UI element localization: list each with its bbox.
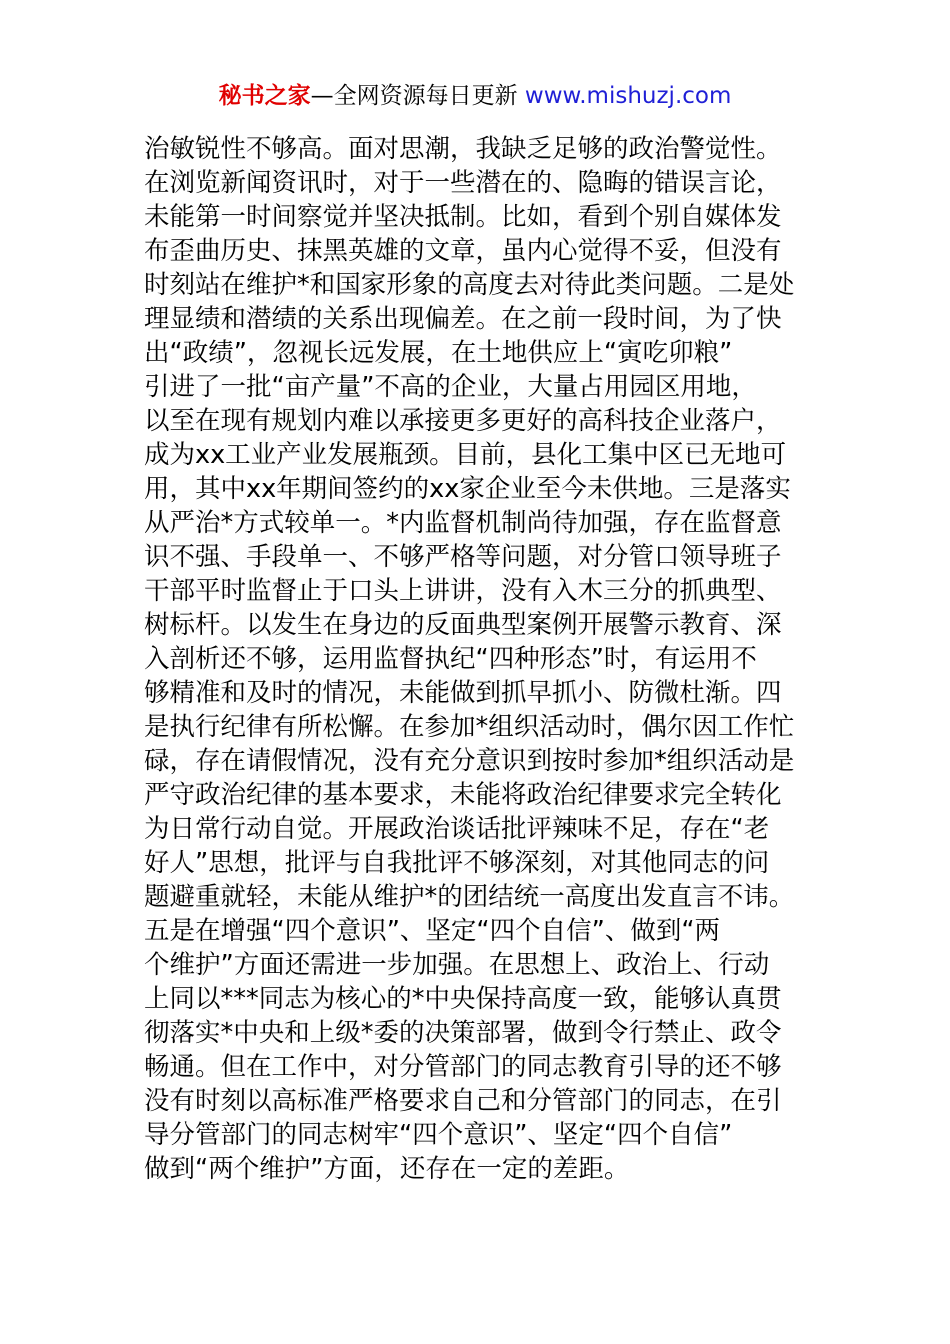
text-line: 够精准和及时的情况，未能做到抓早抓小、防微杜渐。四	[144, 678, 782, 708]
text-line: 时刻站在维护*和国家形象的高度去对待此类问题。二是处	[144, 270, 795, 300]
text-line: 做到“两个维护”方面，还存在一定的差距。	[144, 1154, 630, 1184]
text-line: 个维护”方面还需进一步加强。在思想上、政治上、行动	[144, 950, 770, 980]
text-line: 从严治*方式较单一。*内监督机制尚待加强，存在监督意	[144, 508, 782, 538]
text-line: 识不强、手段单一、不够严格等问题，对分管口领导班子	[144, 542, 782, 572]
site-slogan: —全网资源每日更新	[310, 83, 518, 109]
text-line: 五是在增强“四个意识”、坚定“四个自信”、做到“两	[144, 916, 721, 946]
page-header	[0, 80, 950, 112]
text-line: 畅通。但在工作中，对分管部门的同志教育引导的还不够	[144, 1052, 782, 1082]
text-line: 治敏锐性不够高。面对思潮，我缺乏足够的政治警觉性。	[144, 134, 782, 164]
text-line: 以至在现有规划内难以承接更多更好的高科技企业落户，	[144, 406, 782, 436]
text-line: 理显绩和潜绩的关系出现偏差。在之前一段时间，为了快	[144, 304, 782, 334]
text-line: 严守政治纪律的基本要求，未能将政治纪律要求完全转化	[144, 780, 782, 810]
text-line: 是执行纪律有所松懈。在参加*组织活动时，偶尔因工作忙	[144, 712, 795, 742]
text-line: 上同以***同志为核心的*中央保持高度一致，能够认真贯	[144, 984, 782, 1014]
text-line: 导分管部门的同志树牢“四个意识”、坚定“四个自信”	[144, 1120, 733, 1150]
text-line: 在浏览新闻资讯时，对于一些潜在的、隐晦的错误言论，	[144, 168, 782, 198]
text-line: 未能第一时间察觉并坚决抵制。比如，看到个别自媒体发	[144, 202, 782, 232]
text-line: 用，其中xx年期间签约的xx家企业至今未供地。三是落实	[144, 474, 791, 504]
text-line: 没有时刻以高标准严格要求自己和分管部门的同志，在引	[144, 1086, 782, 1116]
text-line: 题避重就轻，未能从维护*的团结统一高度出发直言不讳。	[144, 882, 795, 912]
site-brand: 秘书之家	[218, 83, 311, 109]
site-url-link[interactable]: www.mishuzj.com	[524, 83, 732, 109]
text-line: 引进了一批“亩产量”不高的企业，大量占用园区用地，	[144, 372, 757, 402]
text-line: 干部平时监督止于口头上讲讲，没有入木三分的抓典型、	[144, 576, 782, 606]
text-line: 成为xx工业产业发展瓶颈。目前，县化工集中区已无地可	[144, 440, 787, 470]
text-line: 入剖析还不够，运用监督执纪“四种形态”时，有运用不	[144, 644, 757, 674]
text-line: 出“政绩”，忽视长远发展，在土地供应上“寅吃卯粮”	[144, 338, 733, 368]
text-line: 为日常行动自觉。开展政治谈话批评辣味不足，存在“老	[144, 814, 770, 844]
text-line: 布歪曲历史、抹黑英雄的文章，虽内心觉得不妥，但没有	[144, 236, 782, 266]
text-line: 树标杆。以发生在身边的反面典型案例开展警示教育、深	[144, 610, 782, 640]
text-line: 好人”思想，批评与自我批评不够深刻，对其他同志的问	[144, 848, 770, 878]
text-line: 碌，存在请假情况，没有充分意识到按时参加*组织活动是	[144, 746, 795, 776]
text-line: 彻落实*中央和上级*委的决策部署，做到令行禁止、政令	[144, 1018, 782, 1048]
